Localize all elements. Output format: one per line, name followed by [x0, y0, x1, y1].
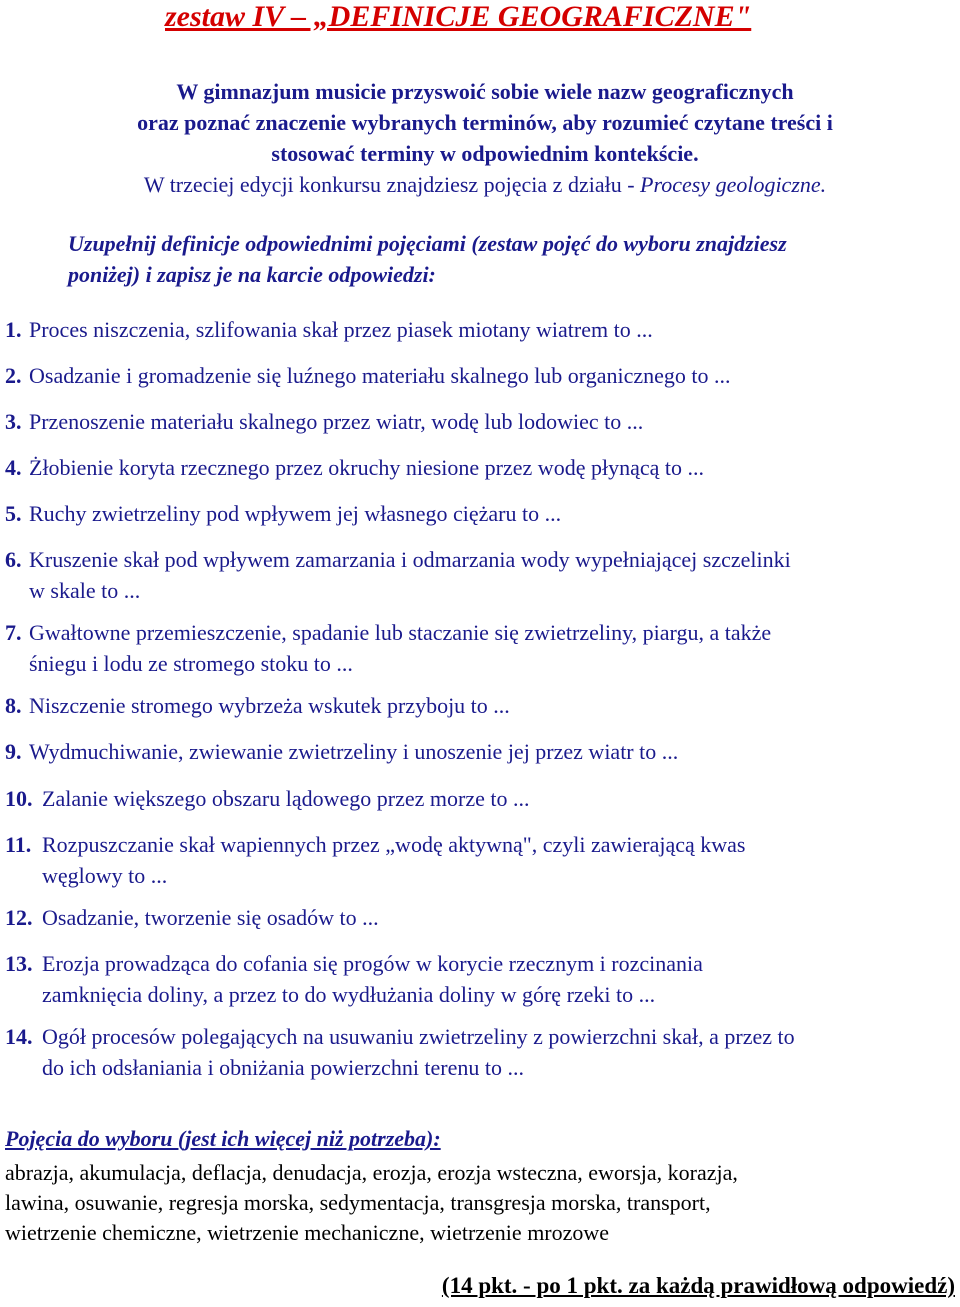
question-number: 12.: [5, 905, 33, 930]
question-text-line: Rozpuszczanie skał wapiennych przez „wodę aktywną", czyli zawierającą kwas: [42, 832, 746, 857]
intro-line: oraz poznać znaczenie wybranych terminów, aby rozumieć czytane treści i: [137, 110, 833, 135]
question-item: [5, 452, 955, 483]
question-text: [5, 360, 955, 391]
question-number: 8.: [5, 693, 22, 718]
choices-line: wietrzenie chemiczne, wietrzenie mechaniczne, wietrzenie mrozowe: [5, 1220, 610, 1245]
question-text: [5, 617, 955, 679]
choices-line: abrazja, akumulacja, deflacja, denudacja, erozja, erozja wsteczna, eworsja, korazja,: [5, 1160, 738, 1185]
question-item: [5, 544, 955, 606]
intro-line: stosować terminy w odpowiednim kontekście.: [271, 141, 699, 166]
question-item: [5, 406, 955, 437]
question-number: 4.: [5, 455, 22, 480]
question-text: [5, 690, 955, 721]
instruction: [68, 228, 948, 290]
question-number: 2.: [5, 363, 22, 388]
intro-line-prefix: W trzeciej edycji konkursu znajdziesz pojęcia z działu -: [143, 172, 641, 197]
question-text-line: Osadzanie, tworzenie się osadów to ...: [42, 905, 379, 930]
question-text-line: Wydmuchiwanie, zwiewanie zwietrzeliny i unoszenie jej przez wiatr to ...: [29, 739, 679, 764]
instruction-line: Uzupełnij definicje odpowiednimi pojęciami (zestaw pojęć do wyboru znajdziesz: [68, 231, 787, 256]
question-text-line: węglowy to ...: [42, 863, 168, 888]
question-text: [5, 544, 955, 606]
question-item: [5, 736, 955, 767]
question-text: [5, 314, 955, 345]
question-text: [5, 948, 955, 1010]
question-text-line: Przenoszenie materiału skalnego przez wiatr, wodę lub lodowiec to ...: [29, 409, 644, 434]
score-note: (14 pkt. - po 1 pkt. za każdą prawidłową odpowiedź): [441, 1273, 955, 1298]
question-text: [5, 1021, 955, 1083]
question-number: 1.: [5, 317, 22, 342]
question-number: 10.: [5, 786, 33, 811]
question-text: [5, 406, 955, 437]
question-number: 7.: [5, 620, 22, 645]
question-text-line: zamknięcia doliny, a przez to do wydłużania doliny w górę rzeki to ...: [42, 982, 656, 1007]
question-text: [5, 783, 955, 814]
choices-line: lawina, osuwanie, regresja morska, sedymentacja, transgresja morska, transport,: [5, 1190, 711, 1215]
intro-paragraph: [40, 76, 930, 200]
question-text-line: śniegu i lodu ze stromego stoku to ...: [29, 651, 353, 676]
question-item: [5, 948, 955, 1010]
question-text-line: Kruszenie skał pod wpływem zamarzania i odmarzania wody wypełniającej szczelinki: [29, 547, 791, 572]
question-number: 13.: [5, 951, 33, 976]
question-text-line: Zalanie większego obszaru lądowego przez morze to ...: [42, 786, 530, 811]
question-item: [5, 1021, 955, 1083]
question-text: [5, 829, 955, 891]
question-number: 6.: [5, 547, 22, 572]
question-item: [5, 617, 955, 679]
question-number: 14.: [5, 1024, 33, 1049]
question-text-line: Osadzanie i gromadzenie się luźnego materiału skalnego lub organicznego to ...: [29, 363, 731, 388]
question-item: [5, 314, 955, 345]
question-text-line: do ich odsłaniania i obniżania powierzchni terenu to ...: [42, 1055, 525, 1080]
page-title: zestaw IV – „DEFINICJE GEOGRAFICZNE": [165, 0, 752, 33]
question-item: [5, 902, 955, 933]
question-text: [5, 452, 955, 483]
intro-line: W gimnazjum musicie przyswoić sobie wiele nazw geograficznych: [176, 79, 794, 104]
question-number: 5.: [5, 501, 22, 526]
question-number: 9.: [5, 739, 22, 764]
question-item: [5, 360, 955, 391]
question-item: [5, 829, 955, 891]
question-text-line: Niszczenie stromego wybrzeża wskutek przyboju to ...: [29, 693, 510, 718]
question-text-line: Proces niszczenia, szlifowania skał przez piasek miotany wiatrem to ...: [29, 317, 653, 342]
question-text-line: Żłobienie koryta rzecznego przez okruchy niesione przez wodę płynącą to ...: [29, 455, 704, 480]
question-number: 3.: [5, 409, 22, 434]
question-item: [5, 690, 955, 721]
question-text-line: Ruchy zwietrzeliny pod wpływem jej własnego ciężaru to ...: [29, 501, 562, 526]
question-text: [5, 902, 955, 933]
question-text-line: w skale to ...: [29, 578, 141, 603]
intro-line: [40, 169, 930, 200]
question-item: [5, 783, 955, 814]
question-text-line: Gwałtowne przemieszczenie, spadanie lub staczanie się zwietrzeliny, piargu, a także: [29, 620, 772, 645]
choices-list: [5, 1158, 738, 1248]
question-text: [5, 736, 955, 767]
question-item: [5, 498, 955, 529]
question-text-line: Erozja prowadząca do cofania się progów w korycie rzecznym i rozcinania: [42, 951, 703, 976]
choices-heading: Pojęcia do wyboru (jest ich więcej niż potrzeba):: [5, 1126, 441, 1151]
question-number: 11.: [5, 832, 32, 857]
question-text: [5, 498, 955, 529]
instruction-line: poniżej) i zapisz je na karcie odpowiedzi:: [68, 262, 436, 287]
section-name: Procesy geologiczne.: [640, 172, 827, 197]
question-text-line: Ogół procesów polegających na usuwaniu zwietrzeliny z powierzchni skał, a przez to: [42, 1024, 795, 1049]
